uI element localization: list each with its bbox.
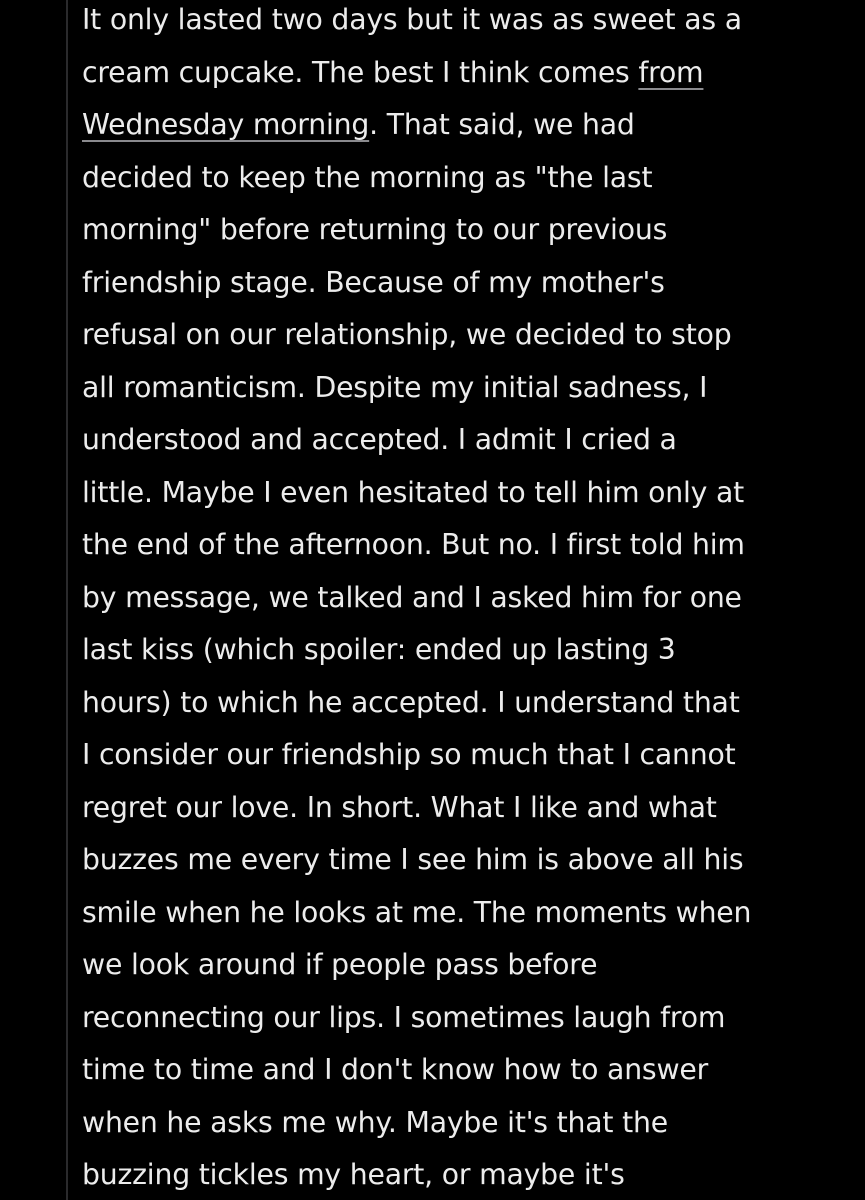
note-line: little. Maybe I even hesitated to tell him only at [82, 475, 744, 509]
note-line: hours) to which he accepted. I understand that [82, 685, 740, 719]
note-line: the end of the afternoon. But no. I first told him [82, 528, 745, 561]
note-line: It only lasted two days but it was as sweet as a [82, 3, 742, 36]
note-line: last kiss (which spoiler: ended up lasting 3 [82, 633, 676, 666]
note-line: morning" before returning to our previous [82, 213, 668, 246]
note-line [82, 47, 842, 100]
note-line: decided to keep the morning as "the last [82, 160, 653, 194]
note-line-text: cream cupcake. The best I think comes [82, 55, 639, 89]
note-line: buzzes me every time I see him is above all his [82, 843, 744, 876]
note-line: buzzing tickles my heart, or maybe it's [82, 1158, 625, 1191]
note-line: reconnecting our lips. I sometimes laugh from [82, 1000, 726, 1034]
note-line: I consider our friendship so much that I cannot [82, 738, 736, 771]
note-line: time to time and I don't know how to answer [82, 1053, 709, 1086]
note-line-text: . That said, we had [369, 108, 635, 141]
note-line: friendship stage. Because of my mother's [82, 265, 665, 299]
note-line: we look around if people pass before [82, 948, 598, 981]
note-line: understood and accepted. I admit I cried a [82, 423, 677, 456]
note-line: by message, we talked and I asked him for one [82, 580, 742, 614]
note-line: smile when he looks at me. The moments when [82, 895, 752, 929]
date-link[interactable]: Wednesday morning [82, 108, 370, 141]
note-line: when he asks me why. Maybe it's that the [82, 1105, 668, 1139]
note-line: regret our love. In short. What I like and what [82, 790, 717, 824]
note-line: all romanticism. Despite my initial sadness, I [82, 370, 708, 404]
note-line [82, 99, 842, 152]
note-line: refusal on our relationship, we decided to stop [82, 318, 732, 351]
date-link[interactable]: from [638, 55, 704, 89]
note-body[interactable] [82, 0, 842, 1200]
edge-divider [66, 0, 68, 1200]
